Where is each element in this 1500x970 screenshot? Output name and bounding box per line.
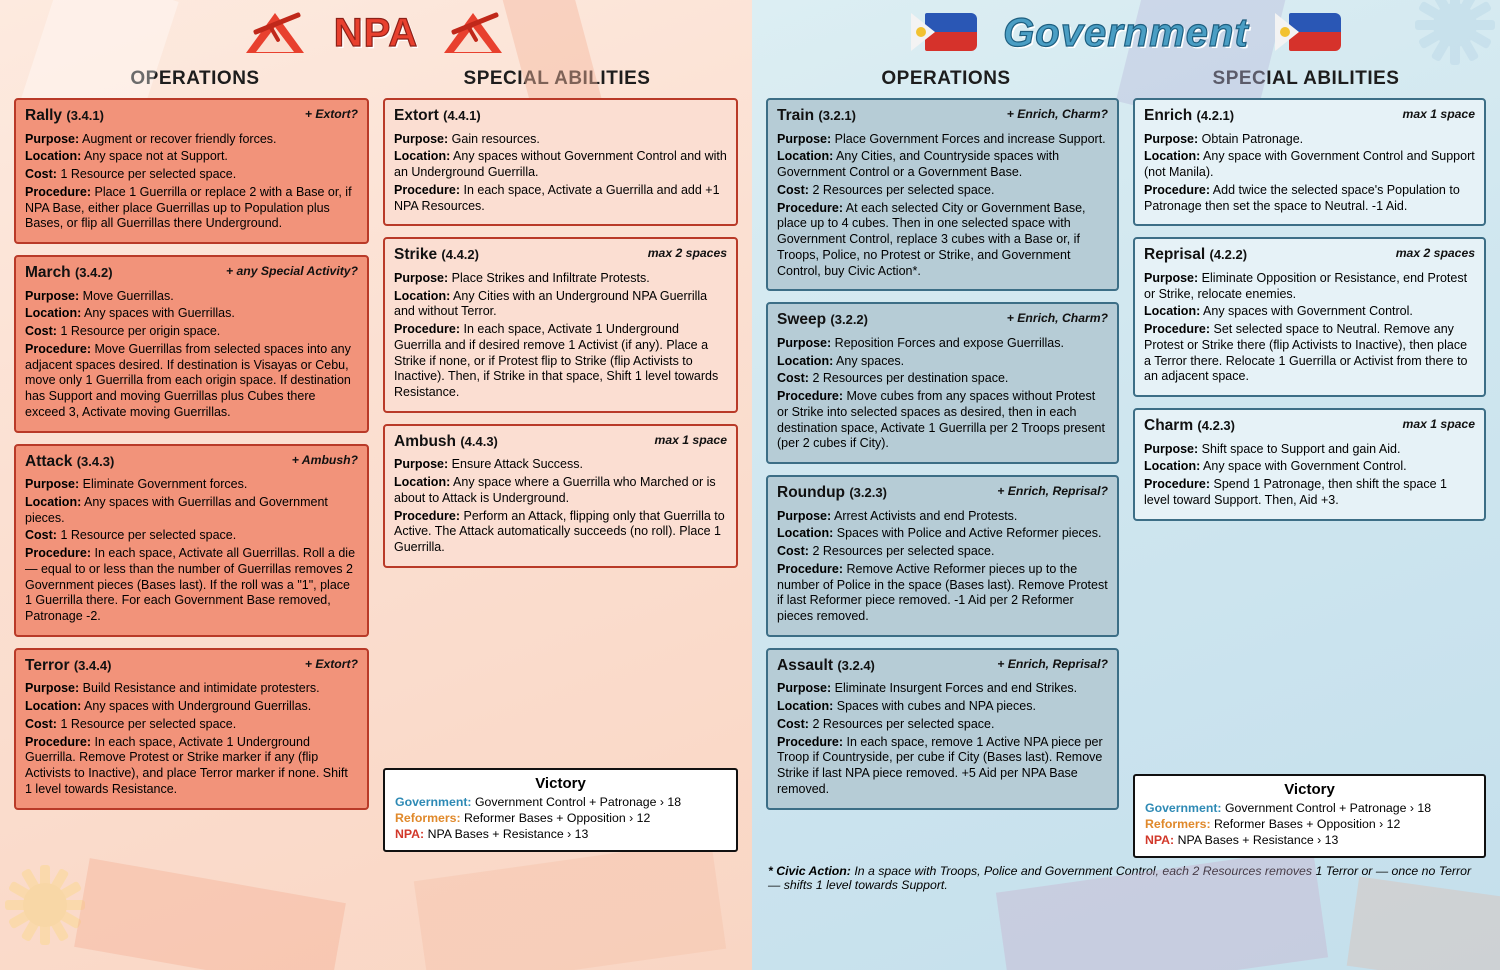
field-label: Procedure: (394, 508, 460, 523)
card-tag: max 2 spaces (647, 246, 727, 261)
victory-condition: NPA Bases + Resistance › 13 (1177, 833, 1339, 847)
victory-title: Victory (535, 775, 586, 792)
field-text: Any spaces with Guerrillas and Government pieces. (25, 494, 328, 525)
field-label: Location: (1144, 149, 1201, 164)
victory-condition: Government Control + Patronage › 18 (1224, 801, 1432, 815)
field-label: Location: (777, 526, 834, 541)
card-rally (14, 98, 369, 244)
card-attack (14, 444, 369, 637)
field-label: Location: (394, 149, 451, 164)
field-label: Cost: (25, 167, 57, 182)
field-text: Augment or recover friendly forces. (81, 131, 277, 146)
field-text: 1 Resource per selected space. (60, 716, 237, 731)
field-text: 1 Resource per selected space. (60, 528, 237, 543)
field-text: Any space with Government Control. (1203, 459, 1407, 474)
field-label: Purpose: (1144, 270, 1199, 285)
field-label: Procedure: (1144, 182, 1210, 197)
card-title: Strike (4.4.2) (394, 246, 479, 264)
field-label: Location: (394, 475, 451, 490)
field-text: In each space, Activate 1 Underground Guerrilla. Remove Protest or Strike marker if any (flip Activists to Inactive), and place Terror marker if none. Shift 1 level towards Resistance. (25, 734, 348, 796)
card-title: Terror (3.4.4) (25, 656, 112, 674)
victory-title: Victory (1284, 781, 1335, 798)
field-label: Cost: (777, 371, 809, 386)
npa-header (0, 0, 752, 66)
field-text: In each space, Activate all Guerrillas. Roll a die — equal to or less than the number of Guerrillas removes 2 Government pieces (Bases last). If the roll was a "1", place 1 Guerrilla there. For each Government Base removed, Patronage -2. (25, 546, 356, 624)
field-text: Ensure Attack Success. (451, 457, 583, 472)
field-text: Build Resistance and intimidate protesters. (82, 681, 320, 696)
card-enrich (1133, 98, 1486, 226)
card-title: Train (3.2.1) (777, 107, 856, 124)
field-label: Purpose: (777, 681, 832, 696)
field-label: Procedure: (1144, 477, 1210, 492)
card-reprisal (1133, 237, 1486, 397)
field-label: Cost: (25, 324, 57, 339)
card-tag: + Extort? (304, 107, 358, 121)
victory-box (1133, 774, 1486, 858)
card-title: Ambush (4.4.3) (394, 432, 498, 450)
field-label: Procedure: (777, 200, 843, 215)
card-tag: + Enrich, Charm? (1006, 107, 1108, 121)
field-label: Procedure: (394, 322, 460, 337)
field-text: 2 Resources per selected space. (812, 182, 995, 197)
card-strike (383, 237, 738, 413)
field-text: Any spaces with Government Control. (1203, 304, 1413, 319)
card-assault (766, 648, 1119, 810)
government-panel (752, 0, 1500, 970)
field-label: Cost: (25, 528, 57, 543)
card-terror (14, 648, 369, 810)
card-tag: max 2 spaces (1395, 246, 1475, 261)
victory-faction: Reformers: (1145, 817, 1211, 831)
field-text: Spaces with cubes and NPA pieces. (836, 699, 1036, 714)
field-text: Move cubes from any spaces without Protest or Strike into selected spaces as desired, then in each destination space, Activate 1 Guerrilla per 2 Troops present (per 2 cubes if City). (777, 389, 1105, 451)
victory-faction: NPA: (395, 827, 425, 841)
card-title: Rally (3.4.1) (25, 107, 104, 124)
card-tag: + any Special Activity? (226, 264, 358, 279)
field-text: Any Cities with an Underground NPA Guerrilla and without Terror. (394, 288, 708, 319)
card-tag: + Extort? (304, 656, 358, 671)
field-text: Place Strikes and Infiltrate Protests. (451, 270, 650, 285)
field-label: Purpose: (25, 681, 80, 696)
victory-faction: Reformers: (395, 811, 461, 825)
card-extort (383, 98, 738, 226)
victory-faction: Government: (395, 795, 472, 809)
field-label: Location: (1144, 304, 1201, 319)
field-text: Spend 1 Patronage, then shift the space 1 level toward Support. Then, Aid +3. (1144, 477, 1447, 507)
field-text: In each space, remove 1 Active NPA piece per Troop if Countryside, per cube if City (Bases last). Remove Strike if last NPA piece removed. +5 Aid per NPA Base removed. (777, 734, 1103, 796)
victory-condition: Reformer Bases + Opposition › 12 (1214, 817, 1401, 831)
card-title: Charm (4.2.3) (1144, 417, 1235, 435)
card-sweep (766, 302, 1119, 464)
field-text: 2 Resources per selected space. (812, 544, 995, 559)
field-text: Any space not at Support. (84, 149, 228, 164)
field-text: Eliminate Opposition or Resistance, end Protest or Strike, relocate enemies. (1144, 270, 1468, 301)
field-text: Any spaces with Guerrillas. (84, 306, 235, 321)
field-label: Location: (25, 306, 82, 321)
field-label: Procedure: (777, 734, 843, 749)
field-label: Purpose: (394, 131, 449, 146)
field-label: Procedure: (777, 561, 843, 576)
column-header-special-abilities: SPECIAL ABILITIES (463, 68, 651, 89)
field-label: Cost: (777, 716, 809, 731)
card-title: Sweep (3.2.2) (777, 311, 868, 329)
card-ambush (383, 424, 738, 568)
field-text: In each space, Activate 1 Underground Guerrilla and if desired remove 1 Activist (if any). Place a Strike if none, or if Protest flip to Strike (flip Activists to Inactive). Then, if Strike in that space, Shift 1 level towards Resistance. (394, 322, 719, 400)
card-title: Reprisal (4.2.2) (1144, 246, 1248, 264)
field-text: Any space with Government Control and Support (not Manila). (1144, 149, 1475, 180)
card-train (766, 98, 1119, 291)
column-header-special-abilities: SPECIAL ABILITIES (1212, 68, 1400, 89)
government-operations-column (766, 98, 1119, 858)
field-text: 2 Resources per selected space. (812, 716, 995, 731)
field-label: Procedure: (25, 734, 91, 749)
field-text: Any spaces without Government Control and with an Underground Guerrilla. (394, 149, 727, 180)
victory-condition: Reformer Bases + Opposition › 12 (464, 811, 651, 825)
field-label: Location: (394, 288, 451, 303)
field-text: Any Cities, and Countryside spaces with Government Control or a Government Base. (777, 149, 1060, 180)
field-text: Place Government Forces and increase Support. (834, 131, 1106, 146)
victory-condition: NPA Bases + Resistance › 13 (427, 827, 589, 841)
card-tag: + Enrich, Reprisal? (997, 484, 1108, 499)
field-label: Location: (777, 353, 834, 368)
field-text: Move Guerrillas from selected spaces into any adjacent spaces desired. If destination is Visayas or Cebu, move only 1 Guerrilla from each origin space. If destination has Support and moving Guerrillas plus Cubes there exceed 3, Activate moving Guerrillas. (25, 341, 351, 419)
field-label: Cost: (777, 182, 809, 197)
column-header-operations: OPERATIONS (881, 68, 1011, 89)
field-label: Purpose: (1144, 441, 1199, 456)
victory-box (383, 768, 738, 852)
field-label: Purpose: (777, 508, 832, 523)
faction-title: NPA (333, 10, 419, 55)
npa-special-abilities-column (383, 98, 738, 936)
card-tag: + Enrich, Charm? (1006, 311, 1108, 326)
field-label: Location: (25, 149, 82, 164)
field-label: Purpose: (394, 270, 449, 285)
field-text: Any spaces. (836, 353, 905, 368)
field-label: Procedure: (394, 182, 460, 197)
field-text: Set selected space to Neutral. Remove any Protest or Strike there (flip Activists to Inactive), then place a Terror there. Relocate 1 Guerrilla or Activist from there to an adjacent space. (1144, 322, 1468, 384)
card-tag: max 1 space (1402, 417, 1475, 432)
card-title: Enrich (4.2.1) (1144, 107, 1235, 124)
field-label: Location: (25, 699, 82, 714)
field-text: 1 Resource per origin space. (60, 324, 221, 339)
card-title: Attack (3.4.3) (25, 452, 115, 470)
field-label: Purpose: (1144, 131, 1199, 146)
field-text: Any space where a Guerrilla who Marched or is about to Attack is Underground. (394, 475, 716, 505)
field-text: Remove Active Reformer pieces up to the number of Police in the space (Bases last). Remove Protest if last Reformer piece removed. -1 Aid per 2 Reformer pieces removed. (777, 561, 1108, 624)
field-label: Procedure: (777, 389, 843, 404)
field-text: Eliminate Government forces. (82, 477, 248, 492)
field-text: Arrest Activists and end Protests. (833, 508, 1018, 523)
field-label: Purpose: (25, 477, 80, 492)
card-title: Assault (3.2.4) (777, 656, 875, 674)
card-tag: + Enrich, Reprisal? (997, 656, 1108, 671)
field-label: Location: (25, 494, 82, 509)
card-tag: max 1 space (1402, 107, 1475, 121)
field-label: Purpose: (394, 457, 449, 472)
field-text: Obtain Patronage. (1201, 131, 1304, 146)
field-text: 2 Resources per destination space. (812, 371, 1009, 386)
field-label: Purpose: (25, 131, 80, 146)
field-text: Add twice the selected space's Population to Patronage then set the space to Neutral. -1 Aid. (1144, 182, 1460, 213)
field-text: Spaces with Police and Active Reformer pieces. (836, 526, 1102, 541)
field-text: In each space, Activate a Guerrilla and add +1 NPA Resources. (394, 182, 720, 213)
victory-faction: Government: (1145, 801, 1222, 815)
npa-operations-column (14, 98, 369, 936)
field-label: Location: (777, 149, 834, 164)
card-title: Extort (4.4.1) (394, 107, 481, 124)
field-text: Any spaces with Underground Guerrillas. (84, 699, 312, 714)
field-label: Procedure: (1144, 322, 1210, 337)
field-label: Procedure: (25, 546, 91, 561)
column-header-operations: OPERATIONS (130, 68, 260, 89)
government-special-abilities-column (1133, 98, 1486, 858)
field-label: Procedure: (25, 184, 91, 199)
card-title: March (3.4.2) (25, 264, 113, 282)
field-label: Cost: (777, 544, 809, 559)
civic-action-text: In a space with Troops, Police and Government Control, each 2 Resources removes 1 Terror or — once no Terror — shifts 1 level towards Support. (768, 864, 1472, 892)
npa-rifle-triangle-icon (246, 11, 308, 55)
victory-condition: Government Control + Patronage › 18 (474, 795, 682, 809)
card-march (14, 255, 369, 433)
field-label: Location: (1144, 459, 1201, 474)
government-header (752, 0, 1500, 66)
field-text: Perform an Attack, flipping only that Guerrilla to Active. The Attack automatically succeeds (no roll). Place 1 Guerrilla. (394, 508, 725, 555)
card-charm (1133, 408, 1486, 521)
field-text: 1 Resource per selected space. (60, 167, 237, 182)
field-text: Gain resources. (451, 131, 540, 146)
field-text: Eliminate Insurgent Forces and end Strikes. (834, 681, 1078, 696)
field-label: Purpose: (25, 288, 80, 303)
field-label: Cost: (25, 716, 57, 731)
field-label: Procedure: (25, 341, 91, 356)
field-label: Purpose: (777, 131, 832, 146)
field-text: Move Guerrillas. (82, 288, 174, 303)
card-roundup (766, 475, 1119, 637)
field-label: Purpose: (777, 335, 832, 350)
field-text: Place 1 Guerrilla or replace 2 with a Base or, if NPA Base, either place Guerrillas up to Population plus Bases, or flip all Guerrillas there Underground. (25, 184, 352, 231)
civic-action-label: * Civic Action: (768, 864, 851, 878)
field-text: Reposition Forces and expose Guerrillas. (834, 335, 1064, 350)
faction-title: Government (1003, 10, 1249, 55)
philippine-flag-icon (911, 13, 977, 53)
field-label: Location: (777, 699, 834, 714)
victory-faction: NPA: (1145, 833, 1175, 847)
card-tag: + Ambush? (291, 452, 358, 467)
card-tag: max 1 space (654, 432, 727, 447)
card-title: Roundup (3.2.3) (777, 484, 887, 502)
field-text: Shift space to Support and gain Aid. (1201, 441, 1401, 456)
philippine-flag-icon (1275, 13, 1341, 53)
field-text: At each selected City or Government Base, place up to 4 cubes. Then in one selected space with Government Control, replace 3 cubes with a Base or, if Troops, Police, no Protest or Strike, and Government Control, buy Civic Action*. (777, 200, 1086, 278)
npa-rifle-triangle-icon (444, 11, 506, 55)
